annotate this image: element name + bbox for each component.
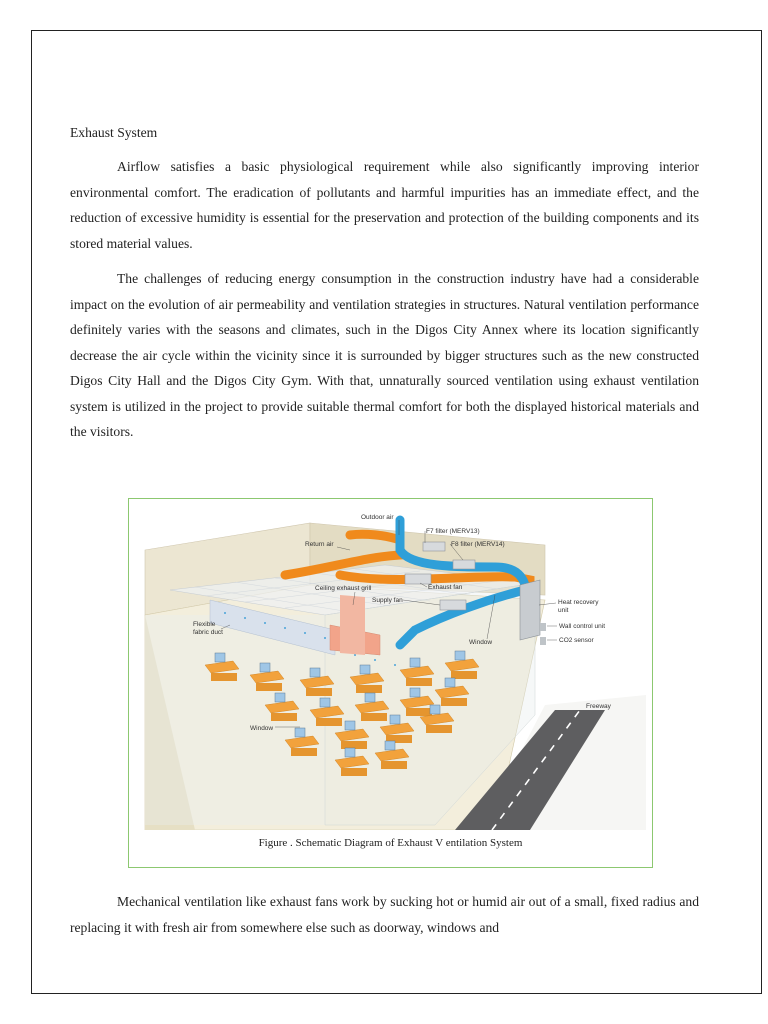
monitor-icon [260,663,270,672]
desk-base [406,678,432,686]
monitor-icon [390,715,400,724]
label-flexible-fabric-duct: Flexible [193,621,216,628]
desk-base [356,685,382,693]
label-outdoor-air: Outdoor air [361,514,394,521]
monitor-icon [455,651,465,660]
label-co2-sensor: CO2 sensor [559,637,594,644]
desk-base [426,725,452,733]
desk-base [381,761,407,769]
monitor-icon [275,693,285,702]
monitor-icon [360,665,370,674]
monitor-icon [410,688,420,697]
label-window-left: Window [250,725,274,732]
desk-base [406,708,432,716]
monitor-icon [345,721,355,730]
label-freeway: Freeway [586,703,611,710]
desk-base [316,718,342,726]
monitor-icon [445,678,455,687]
document-page [31,30,762,994]
monitor-icon [310,668,320,677]
label-f7-filter: F7 filter (MERV13) [426,528,480,535]
label-return-air: Return air [305,541,334,548]
label-heat-recovery-unit-2: unit [558,607,569,614]
monitor-icon [295,728,305,737]
paragraph-2: The challenges of reducing energy consumption in the construction industry have had a considerable impact on the evolution of air permeability and ventilation strategies in structures. Natural ventilation performance definitely varies with the seasons and climates, such in the Digos City Annex where its location significantly decrease the air cycle within the vicinity since it is surrounded by bigger structures such as the new constructed Digos City Hall and the Digos City Gym. With that, unnaturally sourced ventilation using exhaust ventilation system is utilized in the project to provide suitable thermal comfort for both the displayed historical materials and the visitors. [70,271,699,439]
label-ceiling-exhaust-grill: Ceiling exhaust grill [315,585,372,592]
section-heading: Exhaust System [70,125,158,140]
label-f8-filter: F8 filter (MERV14) [451,541,505,548]
label-wall-control-unit: Wall control unit [559,623,605,630]
monitor-icon [410,658,420,667]
monitor-icon [345,748,355,757]
monitor-icon [365,693,375,702]
paragraph-3: Mechanical ventilation like exhaust fans work by sucking hot or humid air out of a small, fixed radius and replacing it with fresh air from somewhere else such as doorway, windows and [70,894,699,935]
desk-base [306,688,332,696]
desk-base [271,713,297,721]
label-heat-recovery-unit: Heat recovery [558,599,599,606]
desk-base [291,748,317,756]
desk-base [361,713,387,721]
paragraph-1: Airflow satisfies a basic physiological requirement while also significantly improving interior environmental comfort. The eradication of pollutants and harmful impurities has an immediate effect, and the reduction of excessive humidity is essential for the preservation and protection of the building components and its stored material values. [70,159,699,251]
monitor-icon [215,653,225,662]
label-flexible-fabric-duct-2: fabric duct [193,629,223,636]
desk-base [211,673,237,681]
monitor-icon [320,698,330,707]
monitor-icon [430,705,440,714]
label-supply-fan: Supply fan [372,597,403,604]
desk-base [341,768,367,776]
figure-caption: Figure . Schematic Diagram of Exhaust V entilation System [258,837,523,849]
desk-base [256,683,282,691]
label-exhaust-fan: Exhaust fan [428,584,463,591]
ventilation-diagram-illustration [135,505,646,830]
label-window-right: Window [469,639,493,646]
monitor-icon [385,741,395,750]
desk-base [441,698,467,706]
figure-box [128,498,653,868]
